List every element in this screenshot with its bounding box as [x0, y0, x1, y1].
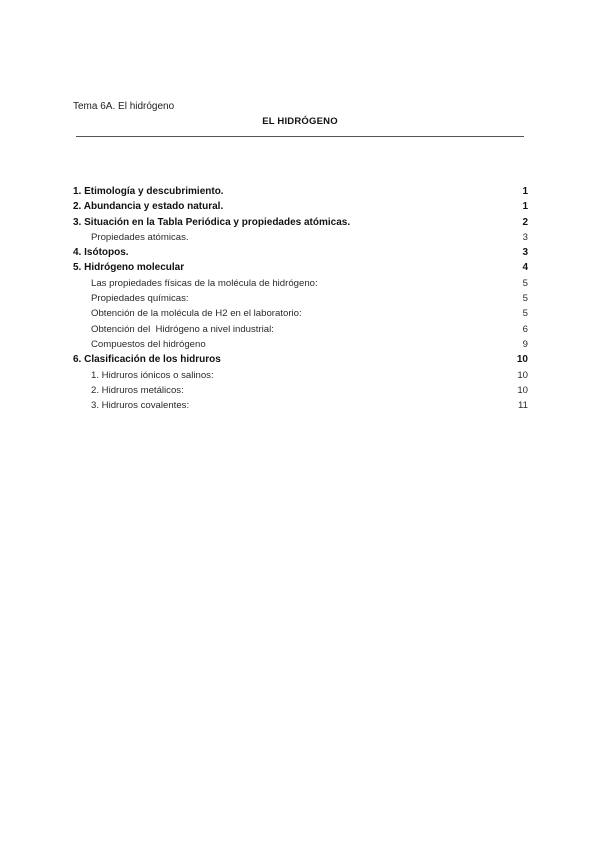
toc-entry-label: 6. Clasificación de los hidruros — [73, 354, 221, 366]
toc-entry-page: 10 — [516, 354, 528, 366]
toc-entry-label: Obtención del Hidrógeno a nivel industrial: — [91, 323, 274, 335]
toc-entry-label: 3. Situación en la Tabla Periódica y propiedades atómicas. — [73, 216, 351, 228]
document-title: EL HIDRÓGENO — [262, 116, 338, 127]
toc-entry-page: 1 — [522, 186, 528, 197]
toc-entry-page: 4 — [522, 262, 528, 274]
toc-entry-page: 5 — [522, 277, 528, 289]
toc-entry-page: 11 — [518, 400, 528, 412]
toc-entry-label: 1. Hidruros iónicos o salinos: — [91, 369, 214, 381]
toc-entry-page: 5 — [522, 308, 528, 320]
toc-entry-page: 6 — [522, 323, 528, 335]
toc-entry-label: Propiedades químicas: — [91, 293, 189, 305]
toc-subentry[interactable] — [73, 324, 528, 339]
toc-entry-label: 5. Hidrógeno molecular — [73, 262, 185, 274]
toc-subentry[interactable] — [73, 232, 528, 247]
toc-entry[interactable] — [73, 262, 528, 277]
toc-entry-page: 2 — [522, 216, 528, 228]
toc-entry-label: 1. Etimología y descubrimiento. — [73, 186, 224, 197]
toc-entry-label: Propiedades atómicas. — [91, 231, 189, 243]
toc-entry-label: Compuestos del hidrógeno — [91, 338, 206, 350]
toc-subentry[interactable] — [73, 400, 528, 415]
table-of-contents — [73, 186, 528, 415]
toc-entry-label: Las propiedades físicas de la molécula de hidrógeno: — [91, 277, 318, 289]
toc-entry[interactable] — [73, 186, 528, 201]
toc-entry[interactable] — [73, 217, 528, 232]
running-head: Tema 6A. El hidrógeno — [73, 101, 175, 112]
toc-subentry[interactable] — [73, 385, 528, 400]
toc-subentry[interactable] — [73, 370, 528, 385]
toc-subentry[interactable] — [73, 293, 528, 308]
toc-subentry[interactable] — [73, 308, 528, 323]
toc-entry-label: 2. Abundancia y estado natural. — [73, 201, 224, 213]
toc-entry-page: 3 — [522, 247, 528, 259]
header-divider — [76, 136, 524, 137]
toc-entry[interactable] — [73, 354, 528, 369]
toc-subentry[interactable] — [73, 339, 528, 354]
toc-entry-page: 3 — [522, 231, 528, 243]
toc-entry-label: 2. Hidruros metálicos: — [91, 384, 184, 396]
toc-entry-label: 3. Hidruros covalentes: — [91, 400, 190, 412]
toc-entry-label: Obtención de la molécula de H2 en el laboratorio: — [91, 308, 302, 320]
toc-entry[interactable] — [73, 201, 528, 216]
toc-entry-page: 1 — [522, 201, 528, 213]
toc-entry-label: 4. Isótopos. — [73, 247, 129, 259]
toc-entry-page: 10 — [517, 384, 528, 396]
toc-entry-page: 5 — [522, 293, 528, 305]
toc-entry[interactable] — [73, 247, 528, 262]
toc-subentry[interactable] — [73, 278, 528, 293]
toc-entry-page: 9 — [522, 338, 528, 350]
toc-entry-page: 10 — [517, 369, 528, 381]
